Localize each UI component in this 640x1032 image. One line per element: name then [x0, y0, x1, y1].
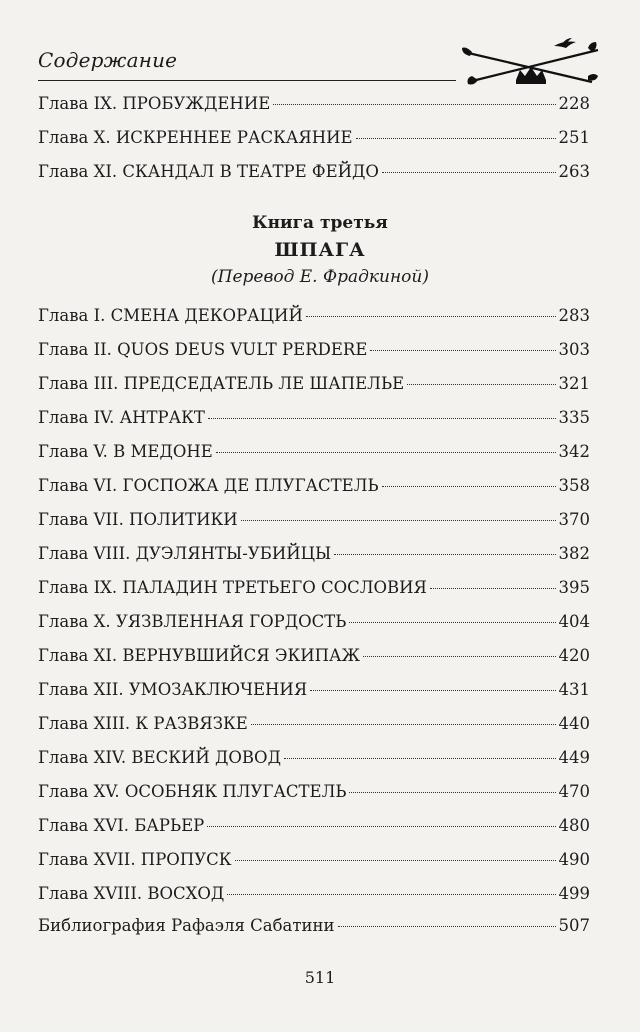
toc-entry-page: 283	[558, 306, 590, 325]
toc-entry	[38, 578, 590, 612]
toc-book3-list	[38, 306, 590, 918]
dot-leader	[227, 894, 555, 895]
toc-entry-page: 507	[558, 916, 590, 935]
toc-entry-page: 382	[558, 544, 590, 563]
translator-credit: (Перевод Е. Фрадкиной)	[210, 267, 429, 287]
toc-entry-page: 395	[558, 578, 590, 597]
toc-entry-label: Библиография Рафаэля Сабатини	[38, 916, 335, 935]
dot-leader	[273, 104, 555, 105]
dot-leader	[349, 622, 555, 623]
dot-leader	[241, 520, 556, 521]
dot-leader	[306, 316, 556, 317]
dot-leader	[338, 926, 556, 927]
header-rule	[38, 80, 456, 81]
toc-entry	[38, 544, 590, 578]
running-header	[38, 36, 604, 86]
dot-leader	[370, 350, 555, 351]
toc-entry-label: Глава IV. АНТРАКТ	[38, 408, 205, 427]
dot-leader	[208, 418, 556, 419]
dot-leader	[356, 138, 556, 139]
dot-leader	[349, 792, 555, 793]
toc-entry-label: Глава II. QUOS DEUS VULT PERDERE	[38, 340, 368, 359]
toc-entry	[38, 884, 590, 918]
dot-leader	[310, 690, 555, 691]
toc-entry	[38, 94, 590, 128]
toc-entry	[38, 442, 590, 476]
toc-entry-label: Глава XVI. БАРЬЕР	[38, 816, 205, 835]
toc-entry	[38, 680, 590, 714]
toc-entry-page: 228	[558, 94, 590, 113]
toc-entry	[38, 510, 590, 544]
toc-entry-label: Глава XI. ВЕРНУВШИЙСЯ ЭКИПАЖ	[38, 646, 361, 665]
toc-entry-label: Глава XIII. К РАЗВЯЗКЕ	[38, 714, 248, 733]
toc-entry	[38, 306, 590, 340]
dot-leader	[382, 486, 556, 487]
toc-entry-page: 370	[558, 510, 590, 529]
toc-entry	[38, 128, 590, 162]
toc-entry	[38, 748, 590, 782]
dot-leader	[251, 724, 556, 725]
dot-leader	[363, 656, 555, 657]
toc-entry-label: Глава X. УЯЗВЛЕННАЯ ГОРДОСТЬ	[38, 612, 347, 631]
running-header-title: Содержание	[38, 48, 178, 72]
page-number: 511	[304, 968, 336, 987]
toc-entry-page: 335	[558, 408, 590, 427]
toc-entry-label: Глава IX. ПАЛАДИН ТРЕТЬЕГО СОСЛОВИЯ	[38, 578, 427, 597]
book-number: Книга третья	[252, 213, 388, 233]
toc-entry	[38, 162, 590, 196]
toc-entry-label: Глава XVIII. ВОСХОД	[38, 884, 225, 903]
book-three-heading	[0, 213, 640, 287]
crossed-swords-crown-icon	[458, 36, 604, 88]
toc-entry	[38, 646, 590, 680]
toc-entry-page: 470	[558, 782, 590, 801]
toc-entry	[38, 782, 590, 816]
book-title: ШПАГА	[274, 239, 366, 261]
toc-entry	[38, 408, 590, 442]
toc-entry-page: 499	[558, 884, 590, 903]
toc-entry-label: Глава XI. СКАНДАЛ В ТЕАТРЕ ФЕЙДО	[38, 162, 379, 181]
toc-entry-page: 251	[558, 128, 590, 147]
toc-entry-label: Глава X. ИСКРЕННЕЕ РАСКАЯНИЕ	[38, 128, 353, 147]
toc-entry-page: 431	[558, 680, 590, 699]
toc-entry-page: 263	[558, 162, 590, 181]
toc-entry-page: 358	[558, 476, 590, 495]
toc-bibliography	[38, 916, 590, 950]
toc-entry-page: 303	[558, 340, 590, 359]
toc-entry-page: 449	[558, 748, 590, 767]
toc-entry-label: Глава III. ПРЕДСЕДАТЕЛЬ ЛЕ ШАПЕЛЬЕ	[38, 374, 405, 393]
toc-entry-page: 440	[558, 714, 590, 733]
toc-entry-label: Глава V. В МЕДОНЕ	[38, 442, 213, 461]
toc-entry-label: Глава XVII. ПРОПУСК	[38, 850, 232, 869]
toc-entry-page: 321	[558, 374, 590, 393]
toc-entry-label: Глава IX. ПРОБУЖДЕНИЕ	[38, 94, 271, 113]
toc-entry-label: Глава I. СМЕНА ДЕКОРАЦИЙ	[38, 306, 303, 325]
toc-entry-label: Глава VI. ГОСПОЖА ДЕ ПЛУГАСТЕЛЬ	[38, 476, 379, 495]
toc-entry-page: 490	[558, 850, 590, 869]
toc-entry	[38, 714, 590, 748]
toc-top-list	[38, 94, 590, 196]
dot-leader	[334, 554, 555, 555]
toc-entry-label: Глава VIII. ДУЭЛЯНТЫ-УБИЙЦЫ	[38, 544, 332, 563]
toc-entry	[38, 816, 590, 850]
dot-leader	[430, 588, 556, 589]
toc-entry-label: Глава VII. ПОЛИТИКИ	[38, 510, 238, 529]
dot-leader	[284, 758, 556, 759]
toc-entry	[38, 612, 590, 646]
toc-entry-page: 404	[558, 612, 590, 631]
dot-leader	[207, 826, 555, 827]
toc-entry	[38, 916, 590, 950]
toc-entry	[38, 374, 590, 408]
dot-leader	[216, 452, 556, 453]
toc-entry-page: 420	[558, 646, 590, 665]
toc-entry-page: 480	[558, 816, 590, 835]
toc-entry	[38, 340, 590, 374]
toc-entry	[38, 850, 590, 884]
toc-entry-page: 342	[558, 442, 590, 461]
dot-leader	[235, 860, 556, 861]
dot-leader	[407, 384, 555, 385]
toc-entry-label: Глава XV. ОСОБНЯК ПЛУГАСТЕЛЬ	[38, 782, 347, 801]
toc-entry-label: Глава XIV. ВЕСКИЙ ДОВОД	[38, 748, 281, 767]
toc-entry-label: Глава XII. УМОЗАКЛЮЧЕНИЯ	[38, 680, 308, 699]
dot-leader	[382, 172, 556, 173]
toc-entry	[38, 476, 590, 510]
